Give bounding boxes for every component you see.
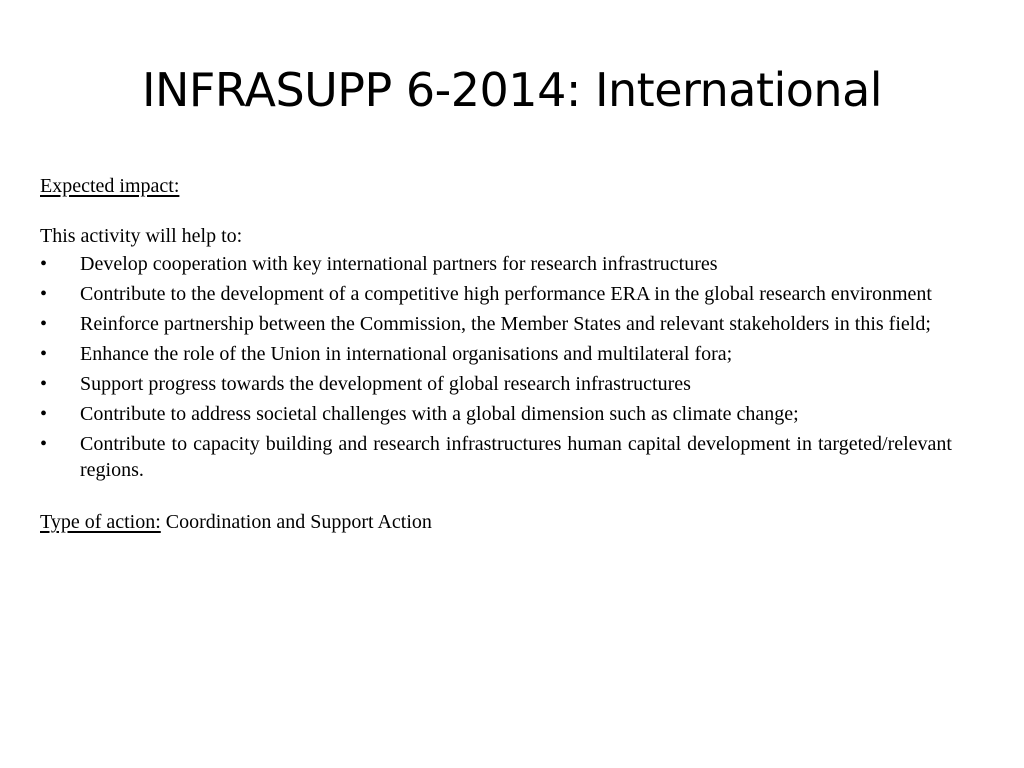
list-item-text: Contribute to capacity building and research infrastructures human capital development in targeted/relevant regions. [80,433,952,481]
document-body [40,173,952,535]
list-item [40,371,952,397]
bullet-icon: • [40,373,48,395]
list-item [40,431,952,483]
list-item [40,401,952,427]
list-item [40,281,952,307]
list-item-text: Develop cooperation with key international partners for research infrastructures [80,253,718,275]
intro-text: This activity will help to: [40,225,243,247]
list-item-text: Enhance the role of the Union in international organisations and multilateral fora; [80,343,733,365]
list-item [40,341,952,367]
bullet-icon: • [40,253,48,275]
list-item [40,251,952,277]
impact-list [40,251,952,483]
list-item-text: Contribute to the development of a competitive high performance ERA in the global research environment [80,283,932,305]
list-item-text: Reinforce partnership between the Commission, the Member States and relevant stakeholders in this field; [80,313,931,335]
bullet-icon: • [40,433,48,455]
bullet-icon: • [40,313,48,335]
type-of-action-value: Coordination and Support Action [160,511,432,533]
list-item [40,311,952,337]
list-item-text: Contribute to address societal challenges with a global dimension such as climate change; [80,403,799,425]
slide-title: INFRASUPP 6-2014: International [141,63,883,117]
list-item-text: Support progress towards the development of global research infrastructures [80,373,691,395]
type-of-action [40,509,952,535]
bullet-icon: • [40,343,48,365]
expected-impact-heading [40,173,952,199]
expected-impact-label: Expected impact: [40,175,180,197]
bullet-icon: • [40,283,48,305]
type-of-action-label: Type of action: [40,511,161,533]
bullet-icon: • [40,403,48,425]
